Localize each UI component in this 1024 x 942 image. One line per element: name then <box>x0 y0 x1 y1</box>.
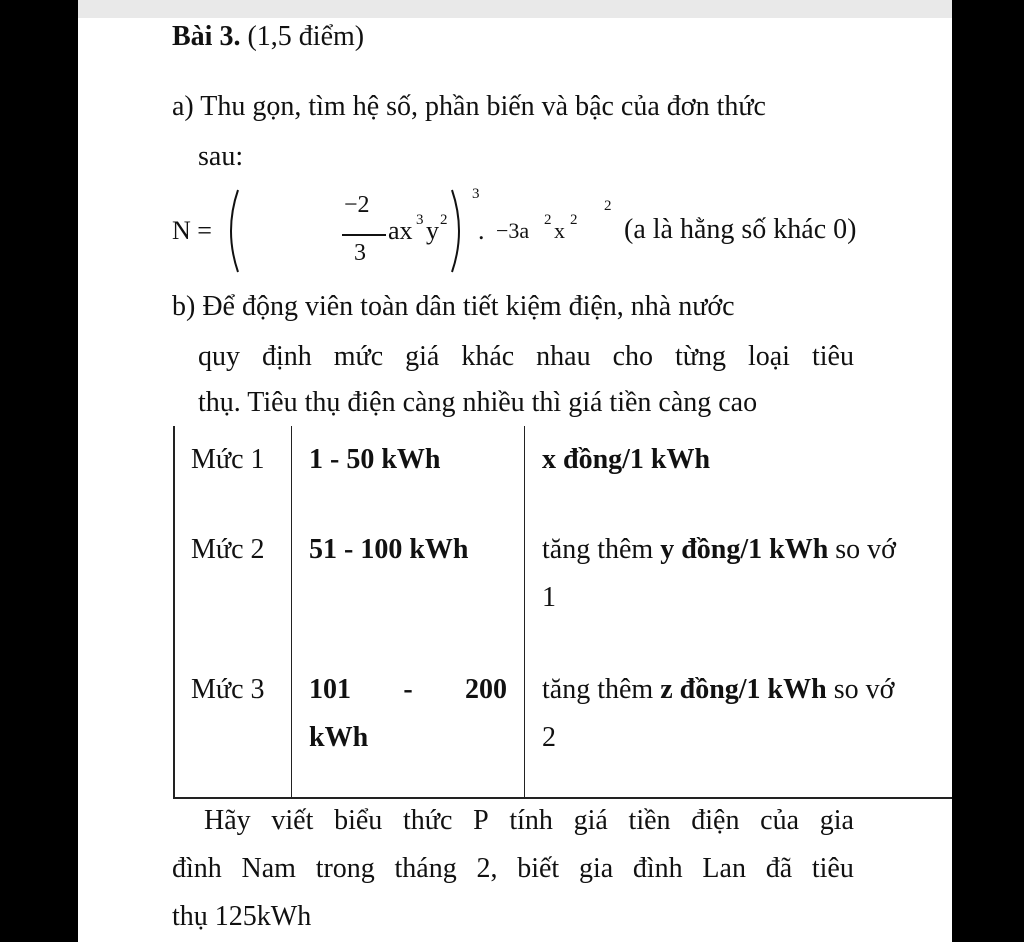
part-a-line-1: a) Thu gọn, tìm hệ số, phần biến và bậc của đơn thức <box>172 91 766 122</box>
word: cho <box>612 341 654 372</box>
word: khác <box>461 341 515 372</box>
word: giá <box>405 341 440 372</box>
word: quy <box>198 341 240 372</box>
word: P <box>473 805 489 836</box>
table-row-1-price: x đồng/1 kWh <box>542 444 711 475</box>
part-a-line-2: sau: <box>198 141 244 172</box>
question-line-2 <box>172 852 854 886</box>
word: mức <box>333 341 384 372</box>
price-table <box>173 426 952 799</box>
left-paren <box>222 188 242 274</box>
fraction-bar <box>342 234 386 236</box>
word: giá <box>573 805 608 836</box>
word: từng <box>675 341 726 372</box>
word: 2, <box>476 853 498 884</box>
exercise-points: (1,5 điểm) <box>240 21 365 52</box>
price-prefix: tăng thêm <box>542 534 661 565</box>
fraction-denominator: 3 <box>354 240 366 266</box>
price-prefix: tăng thêm <box>542 674 661 705</box>
word: Lan <box>702 853 746 884</box>
part-b-line-2 <box>198 340 854 374</box>
range-end: 200 <box>464 674 507 705</box>
table-border-bottom <box>173 797 952 799</box>
exponent-x: 3 <box>416 212 424 228</box>
formula-second-factor: −3a <box>496 218 530 243</box>
word: đã <box>765 853 793 884</box>
exponent-a: 2 <box>544 212 552 228</box>
question-line-1 <box>204 804 854 838</box>
word: thức <box>402 805 453 836</box>
outer-exponent-2: 2 <box>604 198 612 214</box>
word: của <box>760 805 800 836</box>
word: trong <box>315 853 375 884</box>
table-col-divider-2 <box>524 426 525 799</box>
table-row-2-price <box>542 526 896 574</box>
part-b-intro: b) Để động viên toàn dân tiết kiệm điện, nhà nước <box>172 291 735 322</box>
word: định <box>261 341 312 372</box>
table-row-1-range: 1 - 50 kWh <box>309 444 441 475</box>
exercise-title <box>172 20 364 54</box>
table-col-divider-1 <box>291 426 292 799</box>
formula-dot: . <box>478 216 485 245</box>
word: tính <box>509 805 553 836</box>
formula-term-y: y <box>426 216 439 245</box>
document-page <box>78 18 952 942</box>
range-start: 101 <box>309 674 351 705</box>
table-row-2-range: 51 - 100 kWh <box>309 534 469 565</box>
table-row-2-price-line-2: 1 <box>542 582 556 613</box>
exponent-y: 2 <box>440 212 448 228</box>
word: viết <box>271 805 314 836</box>
price-suffix: so vớ <box>828 534 896 565</box>
word: tháng <box>394 853 457 884</box>
table-row-1-level: Mức 1 <box>191 444 265 475</box>
table-row-2-level: Mức 2 <box>191 534 265 565</box>
word: điện <box>691 805 740 836</box>
table-row-3-price <box>542 666 894 714</box>
word: biểu <box>334 805 383 836</box>
word: gia <box>578 853 614 884</box>
exponent-x2: 2 <box>570 212 578 228</box>
price-suffix: so vớ <box>826 674 895 705</box>
word: tiêu <box>811 341 854 372</box>
right-paren <box>448 188 468 274</box>
word: Nam <box>241 853 296 884</box>
formula-term-ax: ax <box>388 216 413 245</box>
exercise-number: Bài 3. <box>172 21 241 52</box>
table-border-left <box>173 426 175 799</box>
formula-N <box>172 186 872 296</box>
word: biết <box>517 853 560 884</box>
price-amount: z đồng/1 kWh <box>660 674 827 705</box>
price-amount: y đồng/1 kWh <box>660 534 829 565</box>
formula-note: (a là hằng số khác 0) <box>624 214 857 245</box>
word: Hãy <box>204 805 251 836</box>
part-b-line-1 <box>172 290 735 324</box>
word: đình <box>632 853 683 884</box>
word: nhau <box>536 341 591 372</box>
outer-exponent: 3 <box>472 186 480 202</box>
word: gia <box>819 805 854 836</box>
formula-second-x: x <box>554 218 565 243</box>
table-row-3-price-line-2: 2 <box>542 722 556 753</box>
table-row-3-range-unit: kWh <box>309 722 369 753</box>
word: đình <box>172 853 222 884</box>
formula-lhs: N = <box>172 216 212 245</box>
table-row-3-range <box>309 666 507 714</box>
viewer-top-bar <box>78 0 952 18</box>
table-row-3-level: Mức 3 <box>191 674 265 705</box>
part-b-line-3: thụ. Tiêu thụ điện càng nhiều thì giá tiền càng cao <box>198 387 758 418</box>
range-dash: - <box>403 674 413 705</box>
word: tiêu <box>811 853 854 884</box>
word: loại <box>747 341 790 372</box>
question-line-3: thụ 125kWh <box>172 901 312 932</box>
fraction-numerator: −2 <box>344 192 370 218</box>
word: tiền <box>628 805 671 836</box>
